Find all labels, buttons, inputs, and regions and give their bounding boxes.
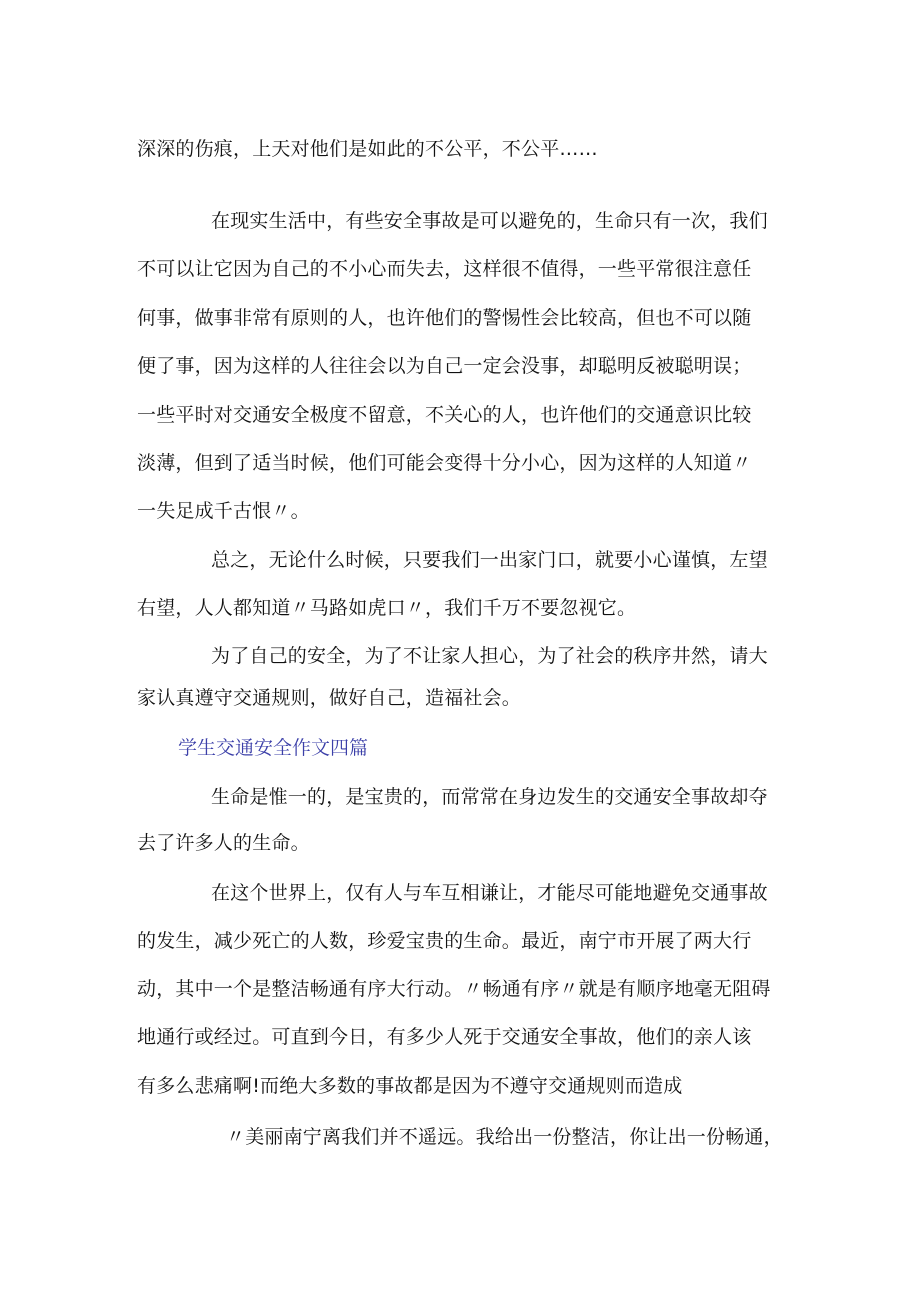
- paragraph-line: 不可以让它因为自己的不小心而失去，这样很不值得，一些平常很注意任: [137, 258, 752, 280]
- paragraph-line: 在这个世界上，仅有人与车互相谦让，才能尽可能地避免交通事故: [211, 882, 768, 904]
- paragraph-line: 动，其中一个是整洁畅通有序大行动。〃畅通有序〃就是有顺序地毫无阻碍: [137, 978, 771, 1000]
- paragraph-line: 总之，无论什么时候，只要我们一出家门口，就要小心谨慎，左望: [211, 549, 768, 571]
- paragraph-line: 的发生，减少死亡的人数，珍爱宝贵的生命。最近，南宁市开展了两大行: [137, 930, 752, 952]
- paragraph-line: 去了许多人的生命。: [137, 832, 310, 854]
- paragraph-line: 淡薄，但到了适当时候，他们可能会变得十分小心，因为这样的人知道〃: [137, 452, 752, 474]
- section-heading: 学生交通安全作文四篇: [178, 737, 369, 759]
- paragraph-line: 家认真遵守交通规则，做好自己，造福社会。: [137, 687, 522, 709]
- paragraph-line: 生命是惟一的，是宝贵的，而常常在身边发生的交通安全事故却夺: [211, 786, 768, 808]
- paragraph-line: 何事，做事非常有原则的人，也许他们的警惕性会比较高，但也不可以随: [137, 307, 752, 329]
- paragraph-line: 〃美丽南宁离我们并不遥远。我给出一份整洁，你让出一份畅通，: [226, 1126, 783, 1148]
- paragraph-line: 一些平时对交通安全极度不留意，不关心的人，也许他们的交通意识比较: [137, 404, 752, 426]
- paragraph-line: 一失足成千古恨〃。: [137, 500, 310, 522]
- paragraph-line: 深深的伤痕，上天对他们是如此的不公平，不公平……: [137, 138, 598, 160]
- paragraph-line: 有多么悲痛啊!而绝大多数的事故都是因为不遵守交通规则而造成: [137, 1075, 683, 1097]
- paragraph-line: 为了自己的安全，为了不让家人担心，为了社会的秩序井然，请大: [211, 645, 768, 667]
- paragraph-line: 右望，人人都知道〃马路如虎口〃，我们千万不要忽视它。: [137, 597, 637, 619]
- paragraph-line: 地通行或经过。可直到今日，有多少人死于交通安全事故，他们的亲人该: [137, 1026, 752, 1048]
- paragraph-line: 便了事，因为这样的人往往会以为自己一定会没事，却聪明反被聪明误；: [137, 355, 752, 377]
- paragraph-line: 在现实生活中，有些安全事故是可以避免的，生命只有一次，我们: [211, 210, 768, 232]
